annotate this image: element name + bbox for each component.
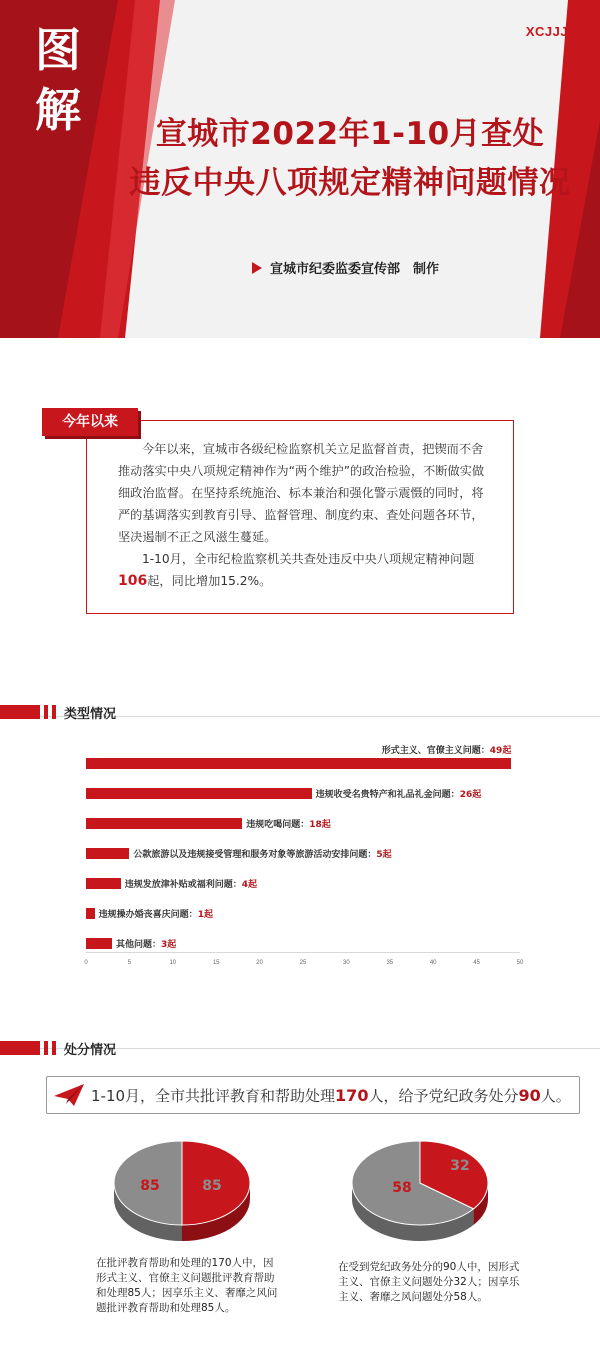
section-header-types <box>0 703 116 721</box>
bar <box>86 758 511 769</box>
bar-label <box>99 907 213 920</box>
badge-graphic-explainer <box>30 22 86 142</box>
bar-label <box>316 787 482 800</box>
pie-label-left: 58 <box>392 1180 412 1196</box>
section-header-penalties <box>0 1039 116 1057</box>
section-bar <box>0 705 40 719</box>
x-tick-label: 10 <box>169 960 177 966</box>
summary-text <box>91 1085 571 1106</box>
bar-category: 违规操办婚丧喜庆问题： <box>98 910 198 920</box>
bar-category: 形式主义、官僚主义问题： <box>381 746 490 756</box>
bar-label <box>116 937 176 950</box>
brand-logo-text: XCJJJC <box>525 24 578 39</box>
bar-value: 18起 <box>309 820 331 830</box>
section-title: 处分情况 <box>64 1042 117 1058</box>
summary-count-education: 170 <box>335 1085 369 1105</box>
bar-category: 公款旅游以及违规接受管理和服务对象等旅游活动安排问题： <box>133 850 377 860</box>
section-bar <box>44 705 48 719</box>
bar-label <box>246 817 331 830</box>
bar-category: 违规收受名贵特产和礼品礼金问题： <box>315 790 460 800</box>
bar-label <box>133 847 391 860</box>
bar-value: 3起 <box>161 940 177 950</box>
bar-category: 违规发放津补贴或福利问题： <box>124 880 242 890</box>
x-tick-label: 15 <box>212 960 220 966</box>
x-tick-label: 25 <box>299 960 307 966</box>
page-title-line1: 宣城市2022年1-10月查处 <box>155 116 545 152</box>
intro-paragraph-2 <box>118 548 490 592</box>
bar <box>86 878 121 889</box>
bar <box>86 788 312 799</box>
bar-category: 违规吃喝问题： <box>246 820 310 830</box>
x-tick-label: 50 <box>516 960 524 966</box>
pie-label-left: 85 <box>140 1178 160 1194</box>
summary-part: 人。 <box>540 1086 571 1105</box>
bar-value: 49起 <box>489 746 512 756</box>
intro-case-count: 106 <box>118 573 148 589</box>
section-bar <box>52 1041 56 1055</box>
intro-tab: 今年以来 <box>42 408 138 436</box>
bar <box>86 818 242 829</box>
x-tick-label: 40 <box>429 960 437 966</box>
x-tick-label: 30 <box>343 960 350 966</box>
violation-type-bar-chart <box>0 732 600 977</box>
x-tick-label: 5 <box>127 960 132 966</box>
pie-chart-discipline <box>350 1138 500 1248</box>
bar-value: 5起 <box>376 850 392 860</box>
paper-plane-icon <box>47 1084 91 1106</box>
pie-label-right: 85 <box>202 1178 222 1194</box>
bar-label <box>382 743 512 756</box>
badge-char: 图 <box>35 23 81 77</box>
bar <box>86 908 95 919</box>
summary-part: 1-10月，全市共批评教育和帮助处理 <box>91 1086 336 1105</box>
pie-label-right: 32 <box>450 1158 470 1174</box>
pie-caption-education: 在批评教育帮助和处理的170人中，因形式主义、官僚主义问题批评教育帮助和处理85人；因享乐主义、奢靡之风问题批评教育帮助和处理85人。 <box>96 1257 278 1314</box>
bar-label <box>125 877 257 890</box>
x-tick-label: 0 <box>84 960 88 966</box>
pie-caption-discipline: 在受到党纪政务处分的90人中，因形式主义、官僚主义问题处分32人；因享乐主义、奢靡之风问题处分58人。 <box>338 1261 520 1303</box>
page-title-line2: 违反中央八项规定精神问题情况 <box>129 165 571 201</box>
producer-credit <box>252 258 439 277</box>
intro-p2-tail: 起，同比增加15.2%。 <box>147 574 272 588</box>
penalty-summary <box>46 1076 580 1114</box>
header-banner <box>0 0 600 338</box>
badge-char: 解 <box>35 83 81 137</box>
intro-text <box>118 438 490 592</box>
bar-value: 4起 <box>241 880 257 890</box>
section-bar <box>52 705 56 719</box>
bar-category: 其他问题： <box>116 940 162 950</box>
x-tick-label: 35 <box>386 960 394 966</box>
bar-value: 1起 <box>197 910 213 920</box>
bar <box>86 938 112 949</box>
x-tick-label: 45 <box>473 960 480 966</box>
x-tick-label: 20 <box>256 960 263 966</box>
summary-count-discipline: 90 <box>518 1085 541 1105</box>
triangle-icon <box>252 262 262 274</box>
x-axis-line <box>86 952 520 953</box>
section-title: 类型情况 <box>64 706 117 722</box>
intro-p2-text: 1-10月，全市纪检监察机关共查处违反中央八项规定精神问题 <box>142 552 475 566</box>
summary-part: 人，给予党纪政务处分 <box>368 1086 519 1105</box>
section-bar <box>0 1041 40 1055</box>
section-bar <box>44 1041 48 1055</box>
intro-paragraph-1: 今年以来，宣城市各级纪检监察机关立足监督首责，把锲而不舍推动落实中央八项规定精神作为“两个维护”的政治检验，不断做实做细政治监督。在坚持系统施治、标本兼治和强化警示震慑的同时，将严的基调落实到教育引导、监督管理、制度约束、查处问题各环节，坚决遏制不正之风滋生蔓延。 <box>118 442 485 544</box>
producer-text: 宣城市纪委监委宣传部 制作 <box>270 262 440 277</box>
bar <box>86 848 129 859</box>
bar-value: 26起 <box>459 790 482 800</box>
